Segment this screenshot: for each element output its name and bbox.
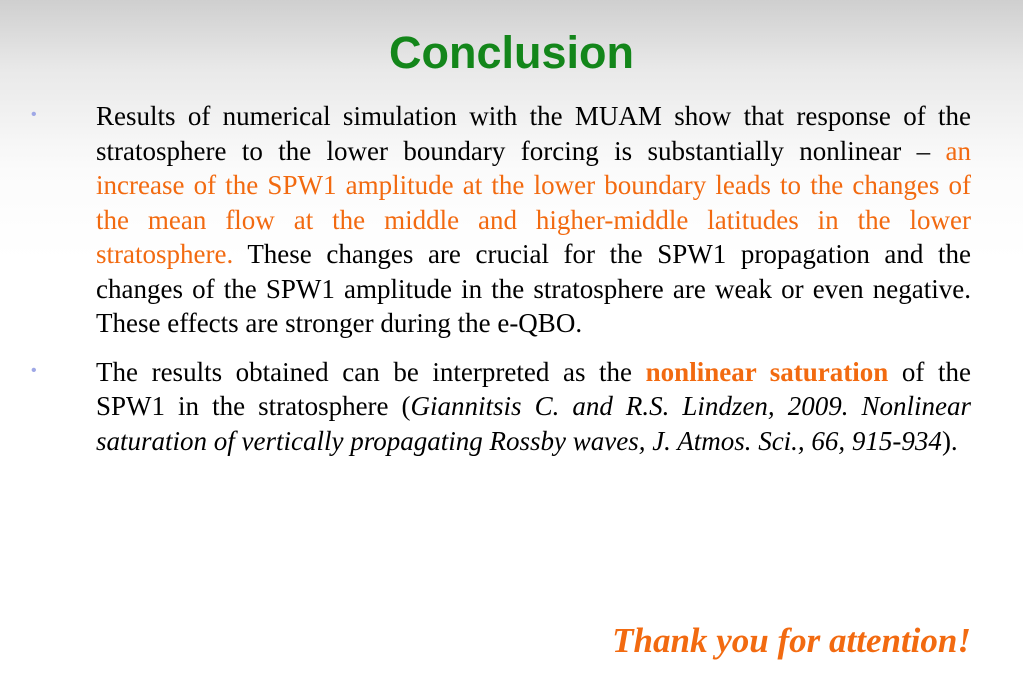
- bullet-paragraph: [96, 99, 971, 341]
- bullet-paragraph: [96, 355, 971, 459]
- bullet-icon: •: [31, 106, 37, 123]
- citation: Giannitsis C. and R.S. Lindzen, 2009. Nonlinear saturation of vertically propagating Rossby waves, J. Atmos. Sci., 66, 915-934: [96, 391, 971, 456]
- paragraph-text: of the SPW1 in the stratosphere (: [96, 356, 971, 421]
- highlighted-text: an increase of the SPW1 amplitude at the lower boundary leads to the changes of the mean flow at the middle and higher-middle latitudes in the lower stratosphere.: [96, 135, 971, 269]
- paragraph-text: These changes are crucial for the SPW1 propagation and the changes of the SPW1 amplitude in the stratosphere are weak or even negative. These effects are stronger during the e-QBO.: [96, 239, 971, 338]
- bullet-icon: •: [31, 361, 37, 379]
- paragraph-text: The results obtained can be interpreted as the: [96, 356, 646, 387]
- bullet-list: [0, 99, 1023, 472]
- bullet-item-interpretation: [0, 355, 1023, 459]
- closing-text: Thank you for attention!: [612, 621, 971, 660]
- paragraph-text: Results of numerical simulation with the MUAM show that response of the stratosphere to the lower boundary forcing is substantially nonlinear –: [96, 101, 971, 166]
- highlighted-term: nonlinear saturation: [645, 356, 889, 387]
- slide-title: Conclusion: [389, 27, 634, 78]
- bullet-item-simulation: [0, 99, 1023, 341]
- paragraph-text: ).: [941, 425, 958, 456]
